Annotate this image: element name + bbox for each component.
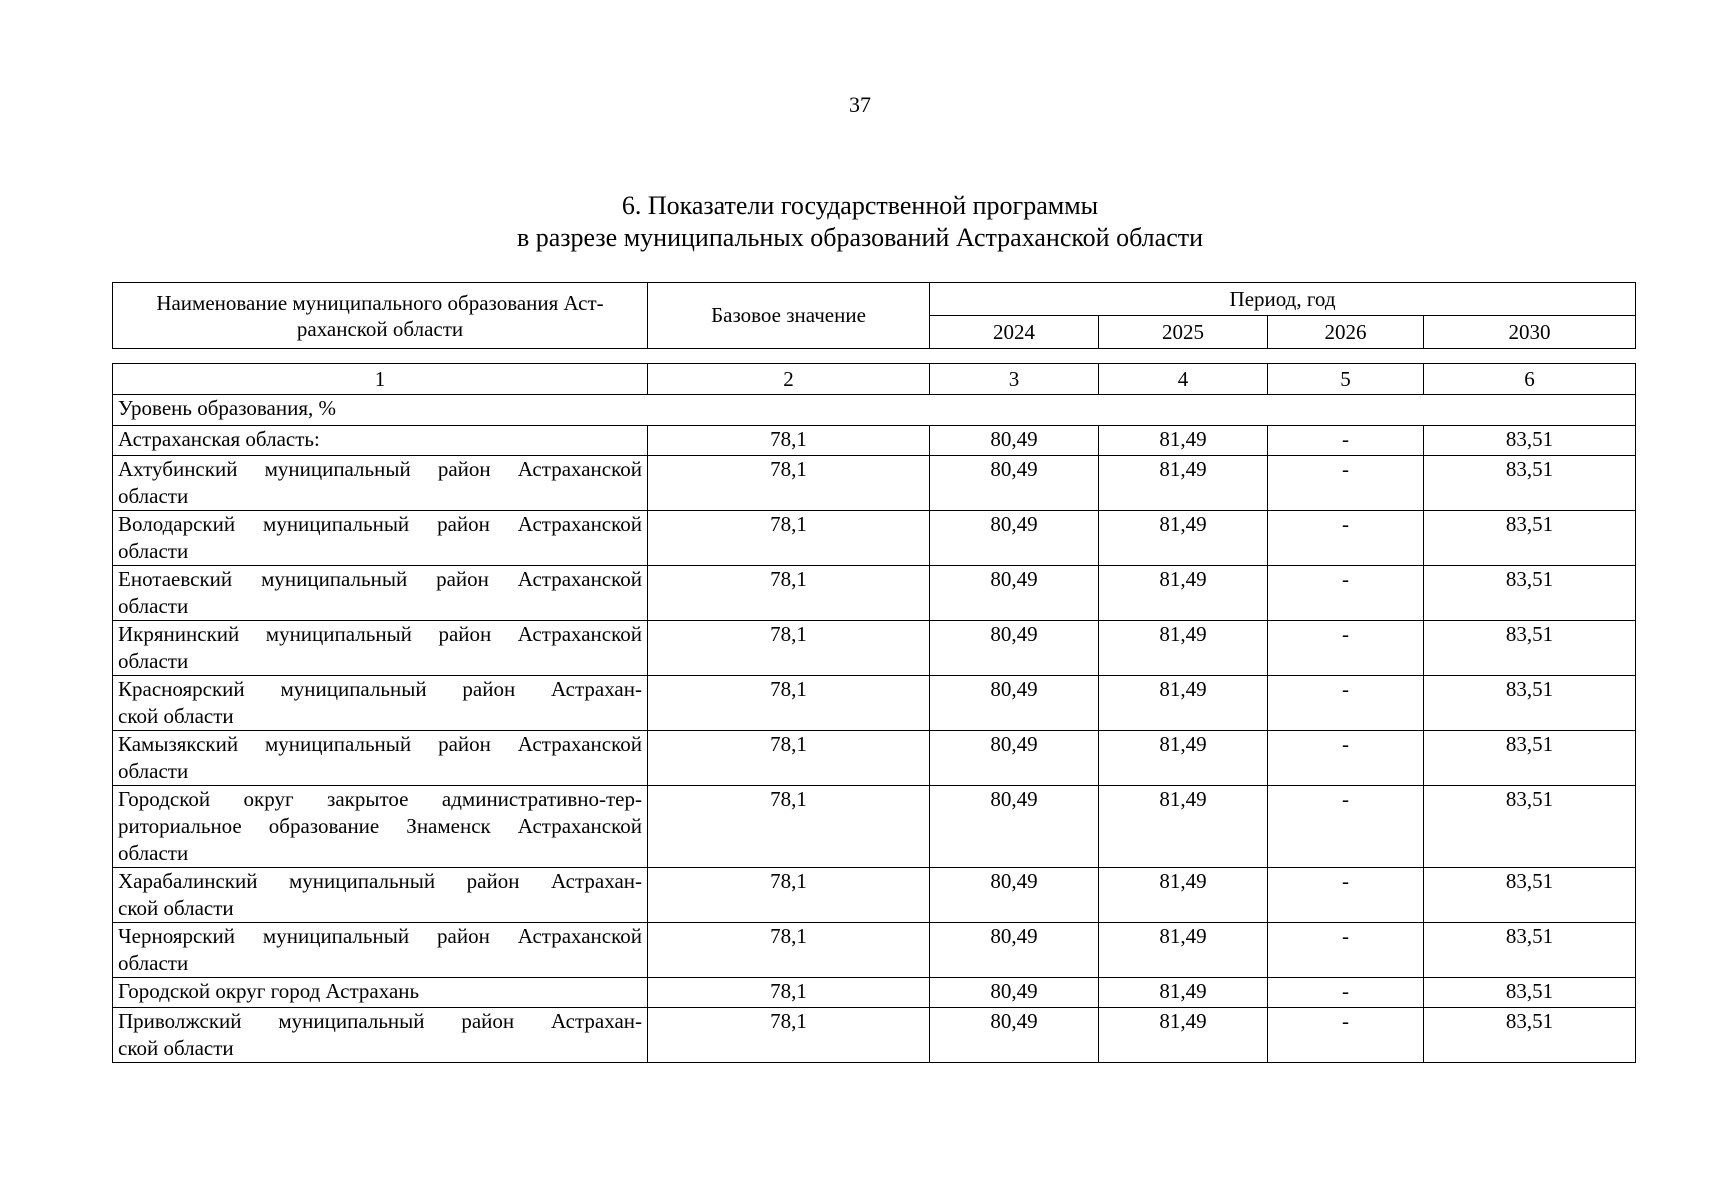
section-label: Уровень образования, %: [113, 395, 1636, 426]
municipality-name: [113, 868, 648, 923]
value-2030: 83,51: [1424, 923, 1636, 978]
municipality-name-line: области: [118, 539, 189, 563]
municipality-name: [113, 1008, 648, 1063]
value-2030: 83,51: [1424, 731, 1636, 786]
column-index-row: [113, 364, 1636, 395]
municipality-name-line: ской области: [118, 896, 234, 920]
header-year-2030: 2030: [1424, 316, 1636, 349]
value-2024: 80,49: [930, 511, 1099, 566]
value-2025: 81,49: [1099, 978, 1268, 1008]
table-header: [112, 282, 1636, 349]
title-line-1: 6. Показатели государственной программы: [621, 191, 1099, 220]
municipality-name: [113, 786, 648, 868]
table-row: [113, 676, 1636, 731]
municipality-name-line: Астраханская область:: [118, 427, 320, 451]
table-row: [113, 978, 1636, 1008]
value-2025: 81,49: [1099, 456, 1268, 511]
table-row: [113, 786, 1636, 868]
value-2025: 81,49: [1099, 868, 1268, 923]
municipality-name-line: Енотаевский муниципальный район Астраханской: [118, 567, 642, 591]
value-2026: -: [1268, 786, 1424, 868]
value-base: 78,1: [648, 426, 930, 456]
value-2025: 81,49: [1099, 566, 1268, 621]
header-year-2025: 2025: [1099, 316, 1268, 349]
value-2026: -: [1268, 676, 1424, 731]
value-2024: 80,49: [930, 868, 1099, 923]
document-title: [0, 190, 1720, 254]
value-2024: 80,49: [930, 621, 1099, 676]
municipality-name-line: области: [118, 841, 189, 865]
value-2026: -: [1268, 621, 1424, 676]
value-2025: 81,49: [1099, 731, 1268, 786]
value-2024: 80,49: [930, 731, 1099, 786]
municipality-name-line: риториальное образование Знаменск Астраханской: [118, 814, 642, 838]
value-2024: 80,49: [930, 426, 1099, 456]
value-2026: -: [1268, 868, 1424, 923]
value-base: 78,1: [648, 456, 930, 511]
value-2024: 80,49: [930, 456, 1099, 511]
value-2024: 80,49: [930, 786, 1099, 868]
column-index: 6: [1424, 364, 1636, 395]
value-2026: -: [1268, 923, 1424, 978]
municipality-name: [113, 426, 648, 456]
value-base: 78,1: [648, 676, 930, 731]
value-2024: 80,49: [930, 978, 1099, 1008]
municipality-name-line: Икрянинский муниципальный район Астраханской: [118, 622, 642, 646]
value-2024: 80,49: [930, 923, 1099, 978]
value-base: 78,1: [648, 1008, 930, 1063]
value-2025: 81,49: [1099, 426, 1268, 456]
municipality-name: [113, 621, 648, 676]
municipality-name: [113, 731, 648, 786]
municipality-name-line: Володарский муниципальный район Астраханской: [118, 512, 642, 536]
header-year-2026: 2026: [1268, 316, 1424, 349]
value-2025: 81,49: [1099, 676, 1268, 731]
header-period-cell: Период, год: [930, 283, 1636, 316]
value-2030: 83,51: [1424, 456, 1636, 511]
value-2026: -: [1268, 426, 1424, 456]
table-row: [113, 731, 1636, 786]
column-index: 5: [1268, 364, 1424, 395]
value-2030: 83,51: [1424, 511, 1636, 566]
municipality-name: [113, 566, 648, 621]
municipality-name-line: Красноярский муниципальный район Астрахан-: [118, 677, 642, 701]
table-row: [113, 621, 1636, 676]
value-2030: 83,51: [1424, 1008, 1636, 1063]
section-row: [113, 395, 1636, 426]
municipality-name-line: области: [118, 951, 189, 975]
table-body: [112, 363, 1636, 1063]
header-name-line-2: раханской области: [296, 316, 464, 341]
title-line-2: в разрезе муниципальных образований Астраханской области: [516, 223, 1204, 252]
value-2025: 81,49: [1099, 1008, 1268, 1063]
municipality-name: [113, 923, 648, 978]
value-2025: 81,49: [1099, 621, 1268, 676]
table-row: [113, 566, 1636, 621]
value-base: 78,1: [648, 731, 930, 786]
municipality-name-line: области: [118, 759, 189, 783]
value-2026: -: [1268, 456, 1424, 511]
municipality-name-line: Городской округ город Астрахань: [118, 979, 420, 1003]
value-2025: 81,49: [1099, 786, 1268, 868]
municipality-name-line: области: [118, 484, 189, 508]
value-2025: 81,49: [1099, 511, 1268, 566]
municipality-name-line: Камызякский муниципальный район Астраханской: [118, 732, 642, 756]
value-2026: -: [1268, 566, 1424, 621]
municipality-name: [113, 511, 648, 566]
value-2024: 80,49: [930, 566, 1099, 621]
municipality-name: [113, 978, 648, 1008]
value-2025: 81,49: [1099, 923, 1268, 978]
value-base: 78,1: [648, 511, 930, 566]
column-index: 1: [113, 364, 648, 395]
value-base: 78,1: [648, 978, 930, 1008]
municipality-name: [113, 676, 648, 731]
value-base: 78,1: [648, 923, 930, 978]
value-base: 78,1: [648, 868, 930, 923]
header-base-cell: Базовое значение: [648, 283, 930, 349]
value-2026: -: [1268, 511, 1424, 566]
municipality-name-line: Ахтубинский муниципальный район Астраханской: [118, 457, 642, 481]
municipality-name-line: области: [118, 649, 189, 673]
value-base: 78,1: [648, 621, 930, 676]
value-2026: -: [1268, 978, 1424, 1008]
value-2030: 83,51: [1424, 621, 1636, 676]
municipality-name-line: ской области: [118, 1036, 234, 1060]
value-2024: 80,49: [930, 676, 1099, 731]
municipality-name-line: Харабалинский муниципальный район Астрахан-: [118, 869, 642, 893]
value-2024: 80,49: [930, 1008, 1099, 1063]
value-2030: 83,51: [1424, 978, 1636, 1008]
column-index: 2: [648, 364, 930, 395]
header-name-line-1: Наименование муниципального образования Аст-: [156, 290, 604, 315]
value-2030: 83,51: [1424, 426, 1636, 456]
value-base: 78,1: [648, 786, 930, 868]
table-row: [113, 868, 1636, 923]
table-row: [113, 923, 1636, 978]
header-name-cell: [113, 283, 648, 349]
value-2030: 83,51: [1424, 868, 1636, 923]
municipality-name: [113, 456, 648, 511]
value-2026: -: [1268, 1008, 1424, 1063]
column-index: 3: [930, 364, 1099, 395]
municipality-name-line: Черноярский муниципальный район Астраханской: [118, 924, 642, 948]
value-2030: 83,51: [1424, 566, 1636, 621]
page-number: 37: [849, 92, 871, 117]
table-row: [113, 511, 1636, 566]
table-row: [113, 456, 1636, 511]
municipality-name-line: ской области: [118, 704, 234, 728]
value-2030: 83,51: [1424, 786, 1636, 868]
table-row: [113, 426, 1636, 456]
municipality-name-line: области: [118, 594, 189, 618]
column-index: 4: [1099, 364, 1268, 395]
value-base: 78,1: [648, 566, 930, 621]
municipality-name-line: Городской округ закрытое административно-тер-: [118, 787, 642, 811]
header-year-2024: 2024: [930, 316, 1099, 349]
value-2030: 83,51: [1424, 676, 1636, 731]
municipality-name-line: Приволжский муниципальный район Астрахан-: [118, 1009, 642, 1033]
value-2026: -: [1268, 731, 1424, 786]
table-row: [113, 1008, 1636, 1063]
